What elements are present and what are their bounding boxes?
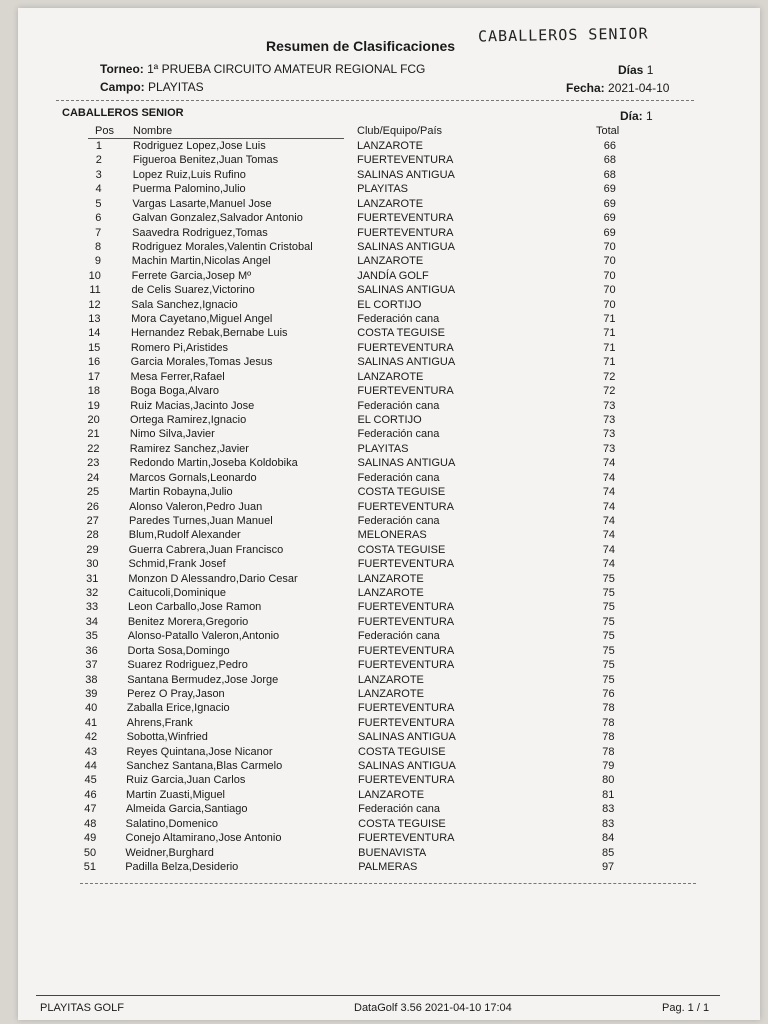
row-club: COSTA TEGUISE: [358, 817, 446, 830]
row-player-name: Schmid,Frank Josef: [128, 558, 226, 571]
table-end-divider: [80, 883, 696, 884]
row-position: 46: [84, 788, 97, 801]
row-club: Federación cana: [357, 399, 440, 412]
row-club: LANZAROTE: [357, 140, 424, 152]
row-total: 70: [603, 255, 616, 268]
row-club: FUERTEVENTURA: [357, 500, 454, 513]
row-position: 45: [84, 774, 97, 787]
row-club: COSTA TEGUISE: [357, 543, 446, 556]
row-player-name: Santana Bermudez,Jose Jorge: [127, 673, 279, 686]
row-total: 68: [603, 154, 616, 167]
row-total: 73: [603, 413, 616, 426]
row-total: 71: [603, 356, 616, 369]
row-position: 33: [85, 601, 99, 614]
row-total: 74: [602, 486, 616, 499]
row-player-name: Lopez Ruiz,Luis Rufino: [132, 168, 246, 181]
footer-software: DataGolf 3.56 2021-04-10 17:04: [354, 1002, 512, 1014]
row-player-name: Hernandez Rebak,Bernabe Luis: [130, 327, 288, 340]
torneo-line: [100, 62, 425, 76]
row-position: 31: [86, 572, 99, 585]
row-position: 49: [83, 832, 97, 845]
row-position: 9: [94, 255, 102, 268]
table-row: [0, 789, 768, 803]
row-total: 75: [602, 673, 615, 686]
table-row: [0, 760, 768, 774]
table-row: [0, 847, 768, 861]
row-club: LANZAROTE: [357, 197, 424, 210]
row-total: 74: [602, 457, 616, 470]
row-total: 74: [602, 558, 615, 571]
table-row: [0, 327, 768, 341]
row-position: 29: [86, 543, 99, 556]
row-total: 73: [602, 442, 616, 455]
table-row: [0, 198, 768, 212]
row-total: 75: [602, 572, 615, 585]
fecha-value: 2021-04-10: [608, 81, 670, 95]
table-row: [0, 803, 768, 817]
footer-club: PLAYITAS GOLF: [40, 1002, 124, 1014]
row-player-name: Martin Robayna,Julio: [129, 486, 233, 499]
campo-label: Campo:: [100, 80, 145, 94]
table-row: [0, 371, 768, 385]
row-player-name: Sala Sanchez,Ignacio: [131, 298, 238, 311]
table-row: [0, 774, 768, 788]
row-club: MELONERAS: [357, 529, 427, 542]
row-total: 74: [602, 471, 616, 484]
row-club: FUERTEVENTURA: [357, 615, 455, 628]
header-divider: [56, 100, 694, 101]
row-total: 75: [602, 644, 615, 657]
table-row: [0, 630, 768, 644]
dia-line: [620, 109, 653, 123]
row-total: 70: [603, 284, 616, 297]
row-total: 68: [603, 168, 616, 181]
row-club: FUERTEVENTURA: [357, 558, 455, 571]
row-total: 72: [603, 370, 616, 383]
row-player-name: Monzon D Alessandro,Dario Cesar: [128, 572, 298, 585]
row-player-name: Sanchez Santana,Blas Carmelo: [126, 760, 283, 773]
footer-divider: [36, 995, 720, 996]
table-row: [0, 832, 768, 846]
table-row: [0, 255, 768, 269]
row-club: PLAYITAS: [357, 442, 409, 455]
row-player-name: Padilla Belza,Desiderio: [125, 861, 239, 873]
dias-value: 1: [646, 63, 654, 77]
dias-line: [618, 63, 653, 77]
table-row: [0, 183, 768, 197]
row-player-name: Leon Carballo,Jose Ramon: [128, 601, 262, 614]
row-position: 8: [95, 240, 102, 253]
row-player-name: Ahrens,Frank: [126, 716, 193, 729]
row-total: 71: [603, 341, 616, 354]
row-player-name: Puerma Palomino,Julio: [132, 183, 246, 196]
row-player-name: Conejo Altamirano,Jose Antonio: [125, 832, 282, 845]
table-row: [0, 356, 768, 370]
row-club: Federación cana: [357, 514, 440, 527]
row-player-name: Perez O Pray,Jason: [127, 687, 225, 700]
row-player-name: Mesa Ferrer,Rafael: [130, 370, 225, 383]
row-club: Federación cana: [357, 471, 440, 484]
row-total: 75: [602, 659, 615, 672]
table-row: [0, 270, 768, 284]
table-row: [0, 443, 768, 457]
table-row: [0, 457, 768, 471]
row-player-name: Rodriguez Lopez,Jose Luis: [133, 140, 266, 152]
row-total: 75: [602, 630, 615, 643]
row-position: 6: [95, 212, 102, 225]
row-position: 50: [83, 846, 97, 859]
row-total: 73: [603, 399, 616, 412]
row-club: COSTA TEGUISE: [357, 327, 445, 340]
row-player-name: Alonso Valeron,Pedro Juan: [129, 500, 263, 513]
row-total: 75: [602, 615, 615, 628]
row-position: 13: [88, 313, 101, 326]
column-header-underline: [88, 138, 344, 139]
row-club: SALINAS ANTIGUA: [358, 760, 456, 773]
row-player-name: Ortega Ramirez,Ignacio: [130, 413, 247, 426]
row-player-name: Boga Boga,Alvaro: [130, 385, 220, 398]
row-club: FUERTEVENTURA: [357, 644, 455, 657]
row-total: 78: [602, 702, 615, 715]
row-total: 97: [601, 861, 615, 873]
row-player-name: Saavedra Rodriguez,Tomas: [132, 226, 268, 239]
table-row: [0, 573, 768, 587]
table-row: [0, 587, 768, 601]
table-row: [0, 472, 768, 486]
row-club: FUERTEVENTURA: [357, 154, 454, 167]
row-club: SALINAS ANTIGUA: [357, 356, 456, 369]
row-position: 5: [95, 197, 102, 210]
row-total: 84: [602, 832, 615, 845]
row-position: 39: [85, 687, 98, 700]
dia-label: Día:: [620, 109, 643, 123]
section-title: CABALLEROS SENIOR: [62, 107, 184, 119]
row-position: 4: [95, 183, 102, 196]
row-club: FUERTEVENTURA: [357, 716, 455, 729]
row-total: 74: [602, 529, 616, 542]
row-total: 69: [603, 212, 616, 225]
row-player-name: Guerra Cabrera,Juan Francisco: [128, 543, 284, 556]
row-player-name: Ruiz Garcia,Juan Carlos: [126, 774, 246, 787]
table-row: [0, 659, 768, 673]
row-club: FUERTEVENTURA: [357, 702, 455, 715]
row-player-name: Ferrete Garcia,Josep Mº: [131, 269, 252, 282]
table-row: [0, 227, 768, 241]
row-player-name: Dorta Sosa,Domingo: [127, 644, 230, 657]
dia-value: 1: [646, 109, 653, 123]
document-title: Resumen de Clasificaciones: [266, 38, 456, 54]
row-club: FUERTEVENTURA: [357, 385, 454, 398]
row-position: 51: [83, 861, 96, 873]
fecha-line: [566, 81, 669, 95]
table-row: [0, 154, 768, 168]
row-position: 36: [85, 644, 98, 657]
torneo-value: 1ª PRUEBA CIRCUITO AMATEUR REGIONAL FCG: [147, 62, 426, 76]
table-row: [0, 861, 768, 875]
table-row: [0, 702, 768, 716]
table-row: [0, 529, 768, 543]
row-position: 3: [95, 168, 102, 181]
column-header-pos: Pos: [95, 125, 114, 137]
row-total: 78: [602, 716, 615, 729]
column-header-total: Total: [596, 125, 620, 137]
row-club: BUENAVISTA: [358, 846, 427, 859]
row-position: 26: [86, 500, 99, 513]
table-row: [0, 558, 768, 572]
table-row: [0, 212, 768, 226]
torneo-label: Torneo:: [100, 62, 144, 76]
row-club: LANZAROTE: [357, 572, 424, 585]
row-club: LANZAROTE: [357, 255, 424, 268]
table-row: [0, 486, 768, 500]
row-player-name: Blum,Rudolf Alexander: [128, 529, 241, 542]
row-player-name: Rodriguez Morales,Valentin Cristobal: [131, 240, 313, 253]
row-position: 1: [95, 140, 102, 152]
row-club: FUERTEVENTURA: [357, 659, 455, 672]
row-position: 40: [85, 702, 98, 715]
row-club: EL CORTIJO: [357, 298, 422, 311]
row-club: FUERTEVENTURA: [357, 212, 454, 225]
table-row: [0, 746, 768, 760]
row-club: PALMERAS: [358, 861, 418, 873]
row-player-name: Mora Cayetano,Miguel Angel: [131, 313, 273, 326]
row-total: 80: [602, 774, 615, 787]
row-player-name: Garcia Morales,Tomas Jesus: [130, 356, 273, 369]
table-row: [0, 140, 768, 154]
row-club: SALINAS ANTIGUA: [357, 168, 455, 181]
table-row: [0, 299, 768, 313]
row-player-name: Marcos Gornals,Leonardo: [129, 471, 257, 484]
row-total: 73: [603, 428, 616, 441]
row-position: 42: [84, 731, 98, 744]
row-position: 44: [84, 760, 97, 773]
row-player-name: Galvan Gonzalez,Salvador Antonio: [132, 212, 303, 225]
table-row: [0, 400, 768, 414]
row-player-name: Salatino,Domenico: [125, 817, 218, 830]
table-row: [0, 501, 768, 515]
row-club: JANDÍA GOLF: [357, 269, 429, 282]
table-row: [0, 169, 768, 183]
table-row: [0, 414, 768, 428]
row-club: LANZAROTE: [357, 370, 424, 383]
row-total: 76: [602, 687, 615, 700]
table-row: [0, 385, 768, 399]
row-club: LANZAROTE: [357, 673, 424, 686]
row-player-name: Figueroa Benitez,Juan Tomas: [132, 154, 279, 167]
row-total: 69: [603, 226, 616, 239]
row-club: Federación cana: [358, 803, 441, 816]
row-position: 14: [88, 327, 101, 340]
row-total: 79: [602, 760, 615, 773]
table-row: [0, 645, 768, 659]
row-club: COSTA TEGUISE: [358, 745, 446, 758]
row-club: SALINAS ANTIGUA: [357, 457, 456, 470]
table-row: [0, 616, 768, 630]
row-position: 19: [87, 399, 100, 412]
row-player-name: Redondo Martin,Joseba Koldobika: [129, 457, 298, 470]
row-position: 35: [85, 630, 98, 643]
table-row: [0, 544, 768, 558]
row-club: COSTA TEGUISE: [357, 486, 446, 499]
handwritten-note: CABALLEROS SENIOR: [477, 24, 649, 46]
row-club: FUERTEVENTURA: [357, 601, 455, 614]
table-row: [0, 342, 768, 356]
row-player-name: Ruiz Macias,Jacinto Jose: [130, 399, 255, 412]
row-player-name: Martin Zuasti,Miguel: [125, 788, 226, 801]
row-position: 16: [87, 356, 101, 369]
table-row: [0, 717, 768, 731]
row-total: 75: [602, 601, 615, 614]
row-club: LANZAROTE: [357, 687, 424, 700]
row-position: 37: [85, 659, 98, 672]
row-player-name: Ramirez Sanchez,Javier: [129, 442, 249, 455]
row-total: 70: [603, 269, 616, 282]
row-club: FUERTEVENTURA: [358, 774, 455, 787]
table-row: [0, 674, 768, 688]
row-total: 83: [602, 803, 615, 816]
row-position: 41: [84, 716, 98, 729]
row-total: 72: [603, 385, 616, 398]
row-position: 30: [86, 558, 99, 571]
row-player-name: Vargas Lasarte,Manuel Jose: [132, 197, 272, 210]
row-total: 69: [603, 183, 616, 196]
row-position: 10: [88, 269, 101, 282]
dias-label: Días: [618, 63, 644, 77]
row-position: 47: [84, 803, 97, 816]
row-player-name: Almeida Garcia,Santiago: [125, 803, 248, 816]
row-total: 78: [602, 745, 615, 758]
row-position: 15: [88, 341, 101, 354]
row-club: SALINAS ANTIGUA: [357, 284, 456, 297]
table-row: [0, 688, 768, 702]
row-total: 71: [603, 313, 616, 326]
row-position: 48: [84, 817, 97, 830]
row-position: 32: [86, 587, 99, 600]
campo-value: PLAYITAS: [148, 80, 204, 94]
row-position: 2: [95, 154, 102, 167]
column-header-nombre: Nombre: [133, 125, 173, 137]
row-player-name: Sobotta,Winfried: [126, 731, 208, 744]
row-club: LANZAROTE: [358, 788, 425, 801]
row-total: 74: [602, 514, 616, 527]
row-club: FUERTEVENTURA: [357, 226, 454, 239]
row-total: 85: [601, 846, 615, 859]
table-row: [0, 601, 768, 615]
row-total: 74: [602, 543, 615, 556]
row-club: Federación cana: [357, 313, 440, 326]
row-position: 22: [87, 442, 100, 455]
row-player-name: Machin Martin,Nicolas Angel: [131, 255, 271, 268]
row-player-name: Caitucoli,Dominique: [128, 587, 226, 600]
campo-line: [100, 80, 204, 94]
row-position: 38: [85, 673, 98, 686]
row-club: SALINAS ANTIGUA: [357, 731, 456, 744]
table-row: [0, 428, 768, 442]
row-player-name: Romero Pi,Aristides: [130, 341, 229, 354]
row-position: 18: [87, 385, 100, 398]
row-player-name: Weidner,Burghard: [125, 846, 214, 859]
row-club: EL CORTIJO: [357, 413, 422, 426]
row-total: 81: [602, 788, 615, 801]
row-player-name: de Celis Suarez,Victorino: [131, 284, 255, 297]
row-total: 70: [603, 240, 616, 253]
row-position: 23: [87, 457, 100, 470]
row-total: 66: [603, 140, 616, 152]
row-position: 25: [86, 486, 100, 499]
row-position: 43: [84, 745, 97, 758]
row-total: 71: [603, 327, 616, 340]
row-player-name: Reyes Quintana,Jose Nicanor: [126, 745, 273, 758]
row-total: 69: [603, 197, 616, 210]
row-position: 11: [89, 284, 101, 297]
row-position: 34: [85, 615, 99, 628]
row-position: 17: [87, 370, 101, 383]
table-row: [0, 731, 768, 745]
row-player-name: Benitez Morera,Gregorio: [127, 615, 249, 628]
row-position: 7: [95, 226, 102, 239]
row-total: 74: [602, 500, 616, 513]
row-player-name: Zaballa Erice,Ignacio: [126, 702, 230, 715]
row-total: 83: [602, 817, 615, 830]
row-player-name: Alonso-Patallo Valeron,Antonio: [127, 630, 280, 643]
column-header-club: Club/Equipo/País: [357, 125, 442, 137]
row-total: 70: [603, 298, 616, 311]
row-position: 20: [87, 413, 100, 426]
table-row: [0, 515, 768, 529]
row-club: LANZAROTE: [357, 587, 424, 600]
row-club: FUERTEVENTURA: [358, 832, 455, 845]
footer-page: Pag. 1 / 1: [662, 1002, 710, 1014]
row-position: 21: [87, 428, 100, 441]
table-row: [0, 818, 768, 832]
row-position: 27: [86, 514, 99, 527]
row-club: SALINAS ANTIGUA: [357, 240, 455, 253]
row-total: 78: [602, 731, 615, 744]
row-player-name: Nimo Silva,Javier: [129, 428, 215, 441]
row-player-name: Suarez Rodriguez,Pedro: [127, 659, 248, 672]
table-row: [0, 284, 768, 298]
row-position: 28: [86, 529, 99, 542]
fecha-label: Fecha:: [566, 81, 605, 95]
row-position: 24: [86, 471, 100, 484]
table-row: [0, 313, 768, 327]
row-club: FUERTEVENTURA: [357, 341, 454, 354]
row-club: Federación cana: [357, 630, 440, 643]
row-position: 12: [88, 298, 101, 311]
table-row: [0, 241, 768, 255]
row-club: Federación cana: [357, 428, 440, 441]
row-club: PLAYITAS: [357, 183, 409, 196]
row-player-name: Paredes Turnes,Juan Manuel: [128, 514, 273, 527]
row-total: 75: [602, 587, 615, 600]
